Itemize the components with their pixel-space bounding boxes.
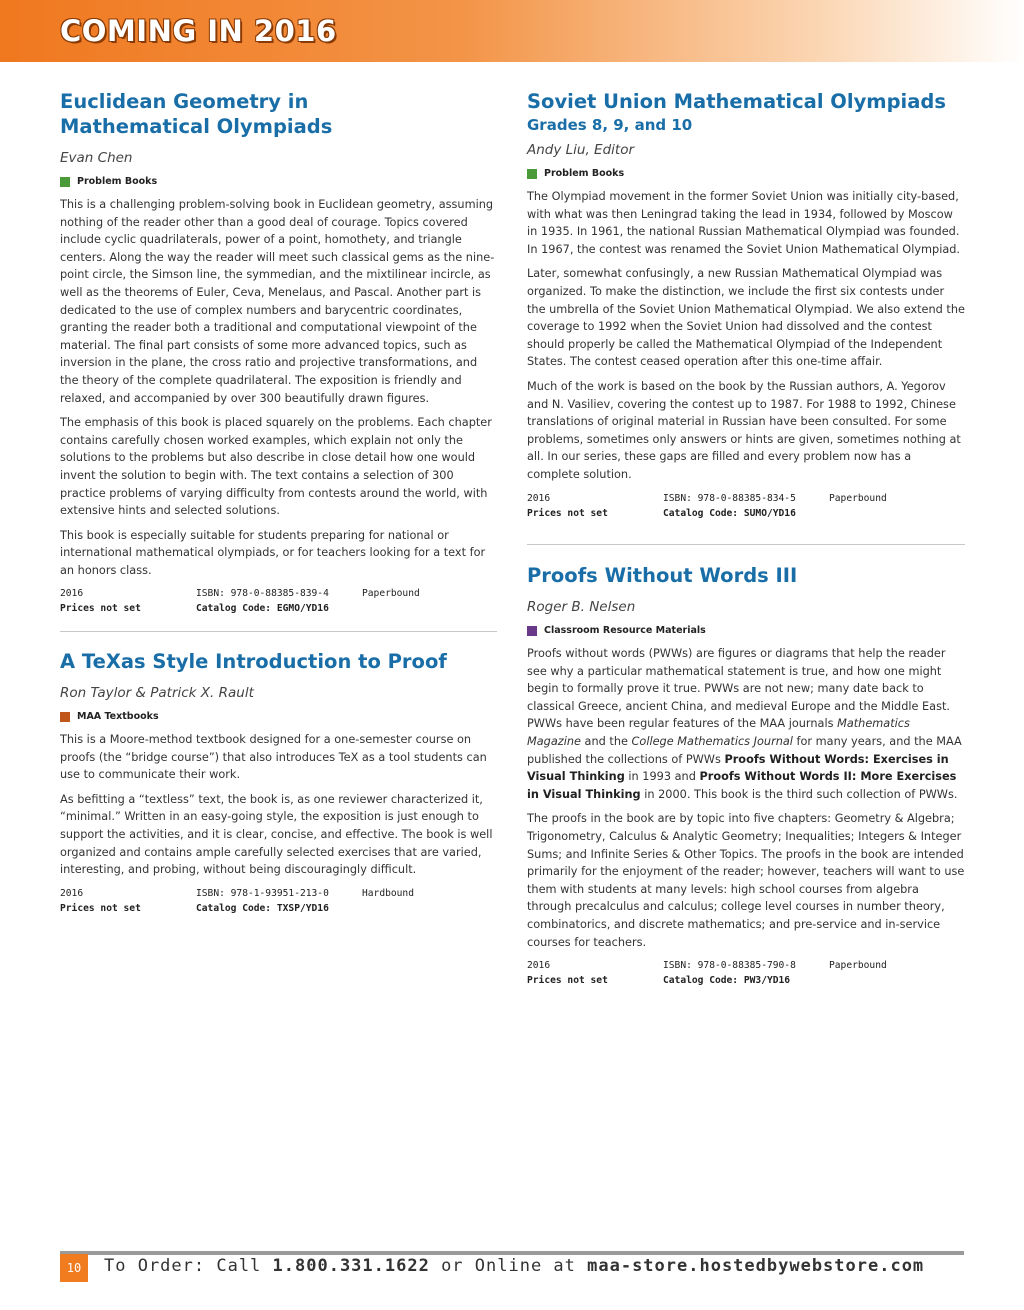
book-binding: Paperbound — [829, 492, 887, 504]
book-title: Euclidean Geometry in Mathematical Olympiads — [60, 90, 333, 138]
order-phone: 1.800.331.1622 — [272, 1256, 430, 1276]
book-year: 2016 — [60, 588, 84, 600]
book-price: Prices not set — [527, 507, 608, 519]
divider — [527, 544, 965, 545]
book-description — [527, 645, 965, 951]
book-category — [527, 168, 965, 179]
book-binding: Hardbound — [362, 887, 414, 899]
book-binding: Paperbound — [829, 960, 887, 972]
category-marker-icon — [527, 169, 537, 179]
page-number: 10 — [60, 1254, 88, 1282]
description-paragraph: Later, somewhat confusingly, a new Russian Mathematical Olympiad was organized. To make the distinction, we include the first six contests under the umbrella of the Soviet Union Mathematical Olympiad. We also extend the coverage to 1992 when the Soviet Union had dissolved and the contest should properly be called the Mathematical Olympiad of the Independent States. The contest ceased operation after this one-time affair. — [527, 267, 965, 369]
order-url[interactable]: maa-store.hostedbywebstore.com — [587, 1256, 925, 1276]
book-texas-style-proof — [60, 649, 498, 916]
description-paragraph: This book is especially suitable for students preparing for national or international mathematical olympiads, or for teachers looking for a text for an honors class. — [60, 528, 486, 577]
book-soviet-union-olympiads — [527, 89, 965, 521]
book-category — [60, 711, 498, 722]
book-binding: Paperbound — [362, 588, 420, 600]
book-meta — [527, 491, 965, 521]
description-paragraph: This is a Moore-method textbook designed for a one-semester course on proofs (the “bridge course”) that also introduces TeX as a tool students can use to communicate their work. — [60, 733, 487, 782]
book-description — [60, 196, 498, 579]
book-proofs-without-words-iii — [527, 563, 965, 988]
category-label: Problem Books — [77, 176, 158, 187]
book-catalog-code: Catalog Code: EGMO/YD16 — [196, 603, 329, 615]
book-author: Ron Taylor & Patrick X. Rault — [60, 685, 254, 701]
book-meta — [60, 586, 498, 616]
divider — [60, 631, 497, 632]
category-marker-icon — [60, 177, 70, 187]
footer-rule — [60, 1251, 964, 1255]
book-price: Prices not set — [60, 603, 141, 615]
book-year: 2016 — [527, 492, 551, 504]
description-paragraph: As befitting a “textless” text, the book is, as one reviewer characterized it, “minimal.” Written in an easy-going style, the exposition is just enough to support the activities, and it is clear, concise, and effective. The book is well organized and contains ample carefully selected exercises that are varied, interesting, and probing, without being discouragingly difficult. — [60, 792, 493, 877]
book-title: Proofs Without Words III — [527, 564, 798, 587]
book-isbn: ISBN: 978-0-88385-839-4 — [196, 588, 329, 600]
book-price: Prices not set — [60, 902, 141, 914]
book-category — [527, 625, 965, 636]
banner-title: COMING IN 2016 — [60, 14, 337, 48]
book-category — [60, 176, 498, 187]
category-marker-icon — [60, 712, 70, 722]
book-meta — [527, 958, 965, 988]
category-marker-icon — [527, 626, 537, 636]
book-description — [60, 731, 498, 879]
book-catalog-code: Catalog Code: TXSP/YD16 — [196, 902, 329, 914]
book-title: A TeXas Style Introduction to Proof — [60, 650, 447, 673]
category-label: Problem Books — [544, 168, 625, 179]
book-isbn: ISBN: 978-0-88385-834-5 — [663, 492, 796, 504]
description-paragraph: The Olympiad movement in the former Soviet Union was initially city-based, with what was then Leningrad taking the lead in 1934, followed by Moscow in 1935. In 1961, the national Russian Mathematical Olympiad was founded. In 1967, the contest was renamed the Soviet Union Mathematical Olympiad. — [527, 190, 961, 256]
book-subtitle: Grades 8, 9, and 10 — [527, 116, 693, 134]
book-author: Roger B. Nelsen — [527, 599, 636, 615]
book-title: Soviet Union Mathematical Olympiads — [527, 90, 946, 113]
description-paragraph: The proofs in the book are by topic into five chapters: Geometry & Algebra; Trigonometry, Calculus & Analytic Geometry; Inequalities; Integers & Integer Sums; and Infinite Series & Other Topics. The proofs in the book are intended primarily for the enjoyment of the reader; however, teachers will want to use them with students at many levels: high school courses from algebra through precalculus and calculus; college level courses in number theory, combinatorics, and discrete mathematics; and pre-service and in-service courses for teachers. — [527, 812, 965, 949]
order-info: To Order: Call 1.800.331.1622 or Online at maa-store.hostedbywebstore.com — [104, 1256, 925, 1276]
book-isbn: ISBN: 978-1-93951-213-0 — [196, 887, 329, 899]
book-author: Evan Chen — [60, 150, 133, 166]
book-meta — [60, 886, 498, 916]
book-description — [527, 188, 965, 484]
book-author: Andy Liu, Editor — [527, 142, 635, 158]
book-isbn: ISBN: 978-0-88385-790-8 — [663, 960, 796, 972]
book-euclidean-geometry — [60, 89, 498, 616]
header-banner — [0, 0, 1024, 62]
book-price: Prices not set — [527, 975, 608, 987]
book-year: 2016 — [60, 887, 84, 899]
description-paragraph: Proofs without words (PWWs) are figures or diagrams that help the reader see why a particular mathematical statement is true, and how one might begin to formally prove it true. PWWs are not new; many date back to classical Greece, ancient China, and medieval Europe and the Middle East. PWWs have been regular features of the MAA journals Mathematics Magazine and the College Mathematics Journal for many years, and the MAA published the collections of PWWs Proofs Without Words: Exercises in Visual Thinking in 1993 and Proofs Without Words II: More Exercises in Visual Thinking in 2000. This book is the third such collection of PWWs. — [527, 647, 962, 801]
description-paragraph: This is a challenging problem-solving book in Euclidean geometry, assuming nothing of the reader other than a good deal of courage. Topics covered include cyclic quadrilaterals, power of a point, homothety, and triangle centers. Along the way the reader will meet such classical gems as the nine-point circle, the Simson line, the symmedian, and the mixtilinear incircle, as well as the theorems of Euler, Ceva, Menelaus, and Pascal. Another part is dedicated to the use of complex numbers and barycentric coordinates, granting the reader both a traditional and computational viewpoint of the material. The final part consists of some more advanced topics, such as inversion in the plane, the cross ratio and projective transformations, and the theory of the complete quadrilateral. The exposition is friendly and relaxed, and accompanied by over 300 beautifully drawn figures. — [60, 198, 495, 405]
book-catalog-code: Catalog Code: PW3/YD16 — [663, 975, 791, 987]
description-paragraph: Much of the work is based on the book by the Russian authors, A. Yegorov and N. Vasiliev, covering the contest up to 1987. For 1988 to 1992, Chinese translations of original material in Russian have been consulted. For some problems, sometimes only answers or hints are given, sometimes nothing at all. In our series, these gaps are filled and every problem now has a complete solution. — [527, 379, 961, 481]
description-paragraph: The emphasis of this book is placed squarely on the problems. Each chapter contains carefully chosen worked examples, which explain not only the solutions to the problems but also describe in close detail how one would invent the solution to begin with. The text contains a selection of 300 practice problems of varying difficulty from contests around the world, with extensive hints and selected solutions. — [60, 416, 492, 518]
category-label: Classroom Resource Materials — [544, 625, 706, 636]
book-catalog-code: Catalog Code: SUMO/YD16 — [663, 507, 796, 519]
book-year: 2016 — [527, 960, 551, 972]
category-label: MAA Textbooks — [77, 711, 159, 722]
